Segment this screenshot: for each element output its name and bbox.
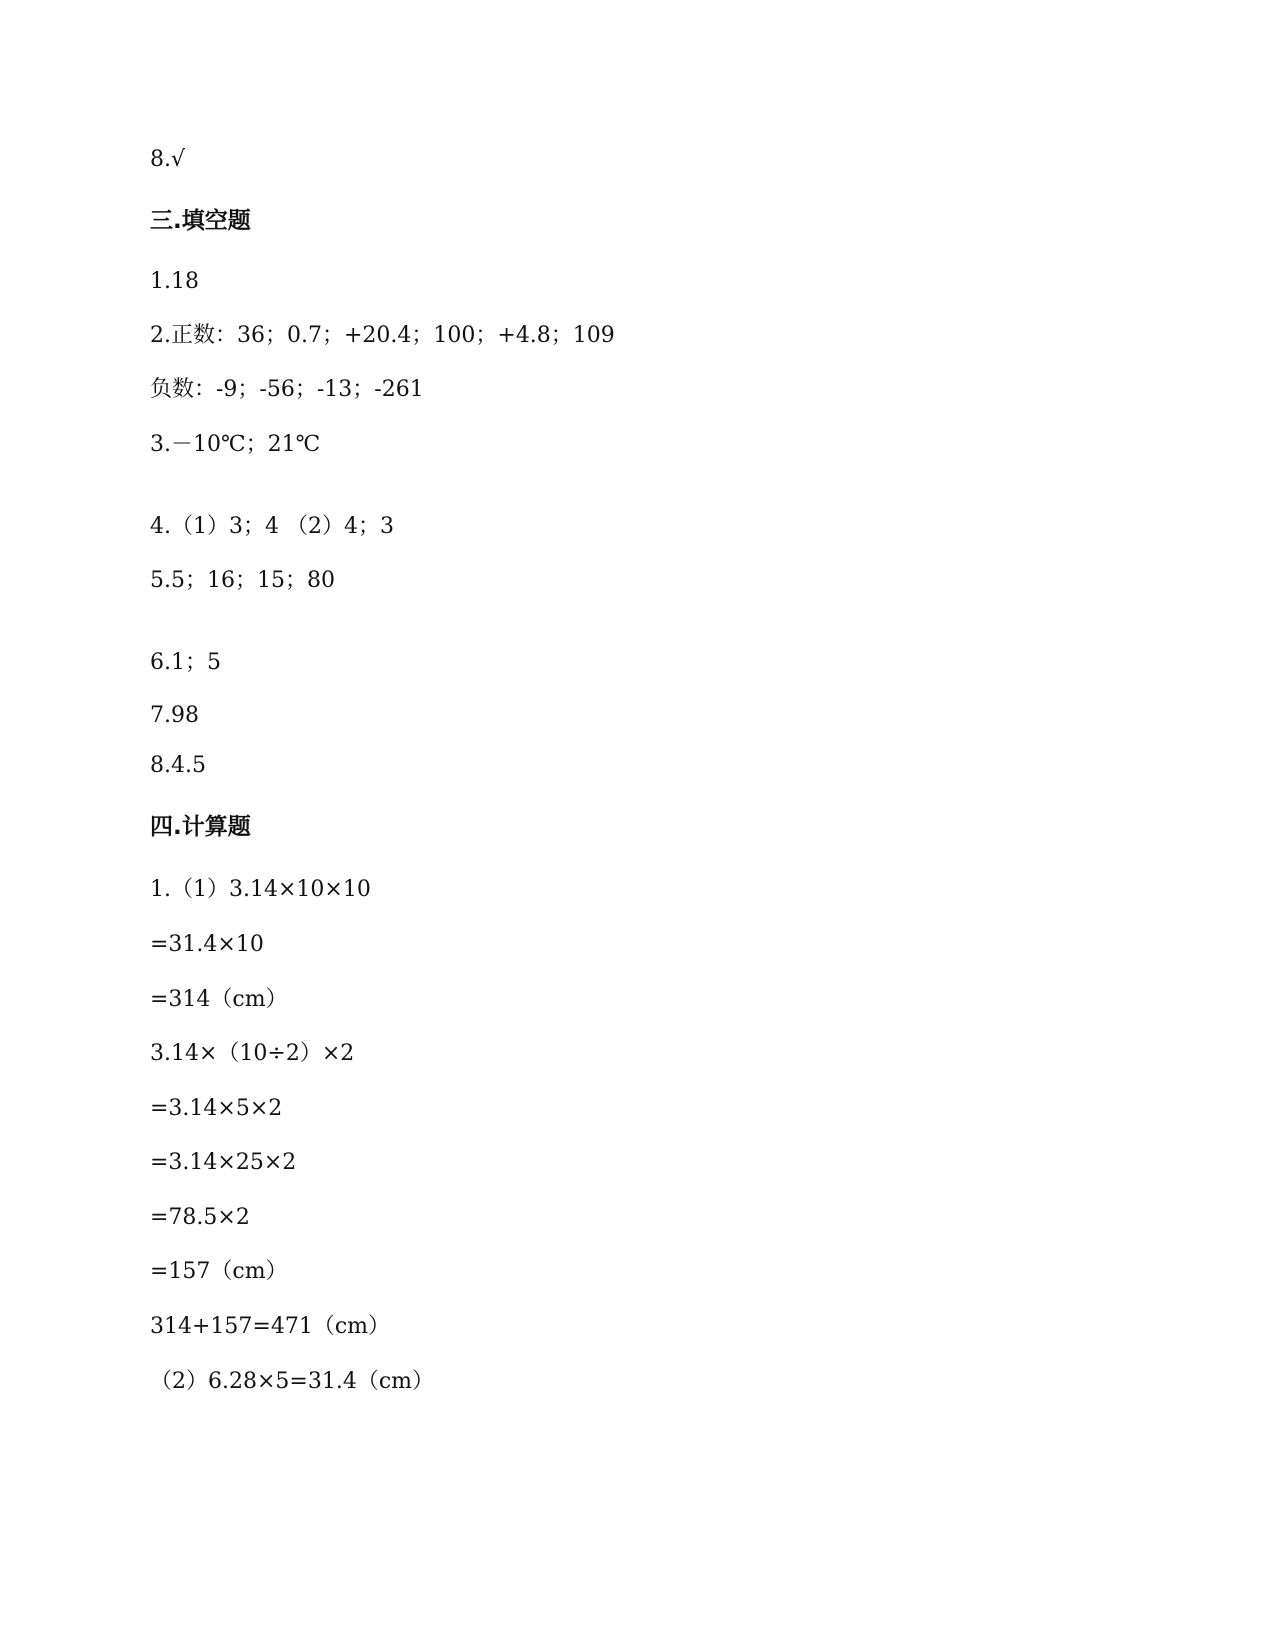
answer-line: 8.√: [150, 147, 186, 172]
answer-line: 5.5；16；15；80: [150, 568, 335, 593]
answer-line: 负数：-9；-56；-13；-261: [150, 377, 424, 402]
answer-line: 3.－10℃；21℃: [150, 432, 321, 457]
answer-line: 8.4.5: [150, 753, 206, 778]
calc-line: =78.5×2: [150, 1205, 250, 1230]
calc-line: =3.14×25×2: [150, 1150, 297, 1175]
answer-line: 1.18: [150, 269, 199, 294]
calc-line: =157（cm）: [150, 1259, 288, 1284]
calc-line: （2）6.28×5=31.4（cm）: [150, 1369, 435, 1394]
answer-line: 6.1；5: [150, 650, 221, 675]
calc-line: =3.14×5×2: [150, 1096, 283, 1121]
answer-line: 7.98: [150, 703, 199, 728]
calc-line: 1.（1）3.14×10×10: [150, 877, 371, 902]
calc-line: =31.4×10: [150, 932, 264, 957]
answer-line: 4.（1）3；4 （2）4；3: [150, 514, 394, 539]
calc-line: 314+157=471（cm）: [150, 1314, 391, 1339]
calc-line: =314（cm）: [150, 987, 288, 1012]
section-heading-calculation: 四.计算题: [150, 814, 251, 840]
calc-line: 3.14×（10÷2）×2: [150, 1041, 355, 1066]
section-heading-fill-in: 三.填空题: [150, 208, 251, 234]
answer-line: 2.正数：36；0.7；+20.4；100；+4.8；109: [150, 323, 615, 348]
